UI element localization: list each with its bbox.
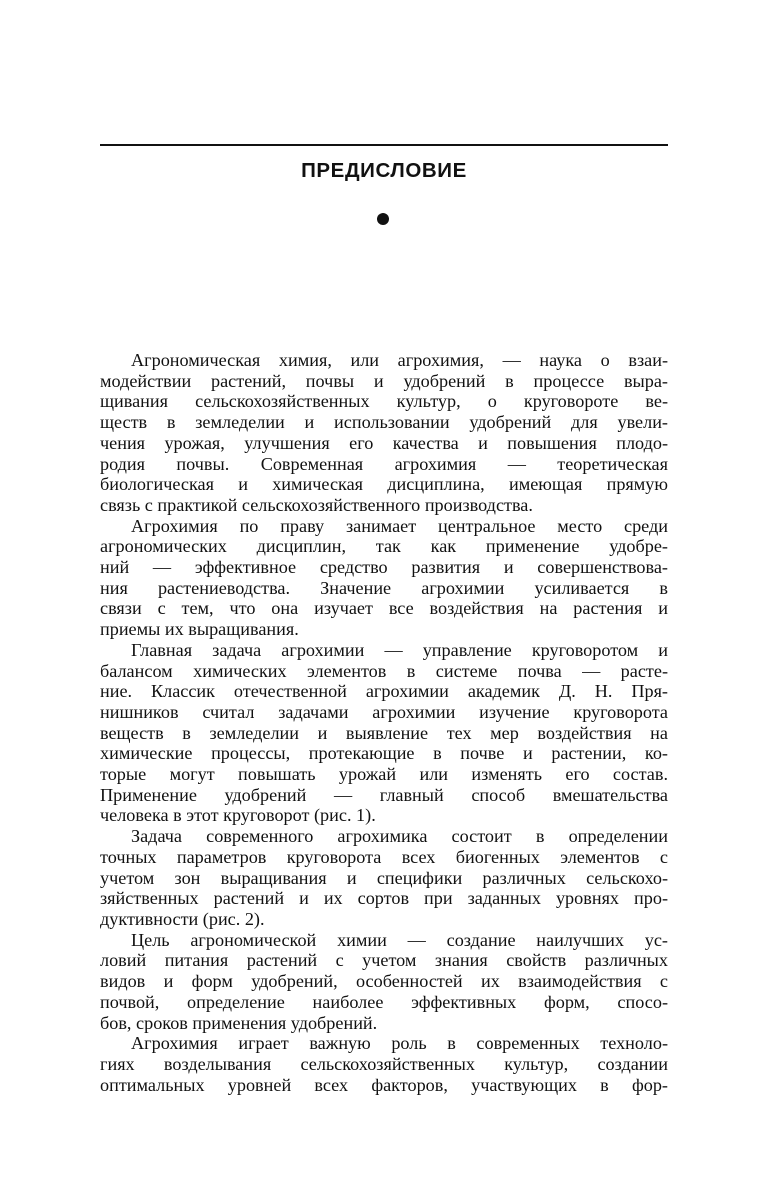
text-line: человека в этот круговорот (рис. 1). — [100, 805, 376, 826]
text-line: приемы их выращивания. — [100, 619, 299, 640]
text-line: химические процессы, протекающие в почве и растении, ко- — [100, 743, 668, 764]
text-line: гиях возделывания сельскохозяйственных культур, создании — [100, 1053, 668, 1074]
text-line: Применение удобрений — главный способ вмешательства — [100, 784, 668, 805]
text-line: биологическая и химическая дисциплина, имеющая прямую — [100, 474, 668, 495]
text-line: ществ в земледелии и использовании удобрений для увели- — [100, 412, 668, 433]
text-line: нишников считал задачами агрохимии изучение круговорота — [100, 701, 668, 722]
text-line: учетом зон выращивания и специфики различных сельскохо- — [100, 867, 668, 888]
chapter-heading: ПРЕДИСЛОВИЕ — [301, 159, 467, 182]
bullet-ornament — [377, 213, 389, 225]
paragraph — [100, 350, 668, 516]
text-line: связи с тем, что она изучает все воздействия на растения и — [100, 598, 668, 619]
text-line: чения урожая, улучшения его качества и повышения плодо- — [100, 432, 668, 453]
body-text — [100, 350, 668, 1095]
text-line: Задача современного агрохимика состоит в определении — [131, 826, 668, 847]
text-line: Агрохимия по праву занимает центральное место среди — [131, 515, 668, 536]
paragraph — [100, 640, 668, 826]
text-line: дуктивности (рис. 2). — [100, 908, 265, 929]
text-line: оптимальных уровней всех факторов, участвующих в фор- — [100, 1074, 668, 1095]
paragraph — [100, 1033, 668, 1095]
text-line: модействии растений, почвы и удобрений в процессе выра- — [100, 370, 668, 391]
paragraph — [100, 826, 668, 930]
text-line: торые могут повышать урожай или изменять его состав. — [100, 764, 668, 785]
text-line: балансом химических элементов в системе почва — расте- — [100, 660, 668, 681]
text-line: родия почвы. Современная агрохимия — теоретическая — [100, 453, 668, 474]
text-line: почвой, определение наиболее эффективных форм, спосо- — [100, 991, 668, 1012]
text-line: связь с практикой сельскохозяйственного производства. — [100, 494, 533, 515]
text-line: точных параметров круговорота всех биогенных элементов с — [100, 846, 668, 867]
text-line: ние. Классик отечественной агрохимии академик Д. Н. Пря- — [100, 681, 668, 702]
text-line: агрономических дисциплин, так как применение удобре- — [100, 536, 668, 557]
text-line: Агрохимия играет важную роль в современных техноло- — [131, 1033, 668, 1054]
text-line: бов, сроков применения удобрений. — [100, 1012, 378, 1033]
paragraph — [100, 930, 668, 1034]
text-line: Главная задача агрохимии — управление круговоротом и — [131, 639, 668, 660]
text-line: видов и форм удобрений, особенностей их взаимодействия с — [100, 971, 668, 992]
text-line: щивания сельскохозяйственных культур, о круговороте ве- — [100, 391, 668, 412]
text-line: ния растениеводства. Значение агрохимии усиливается в — [100, 577, 668, 598]
text-line: веществ в земледелии и выявление тех мер воздействия на — [100, 722, 668, 743]
text-line: ний — эффективное средство развития и совершенствова- — [100, 557, 668, 578]
text-line: Агрономическая химия, или агрохимия, — наука о взаи- — [131, 350, 668, 370]
text-line: Цель агрономической химии — создание наилучших ус- — [131, 929, 668, 950]
text-line: ловий питания растений с учетом знания свойств различных — [100, 950, 668, 971]
top-rule — [100, 144, 668, 146]
paragraph — [100, 516, 668, 640]
text-line: зяйственных растений и их сортов при заданных уровнях про- — [100, 888, 668, 909]
